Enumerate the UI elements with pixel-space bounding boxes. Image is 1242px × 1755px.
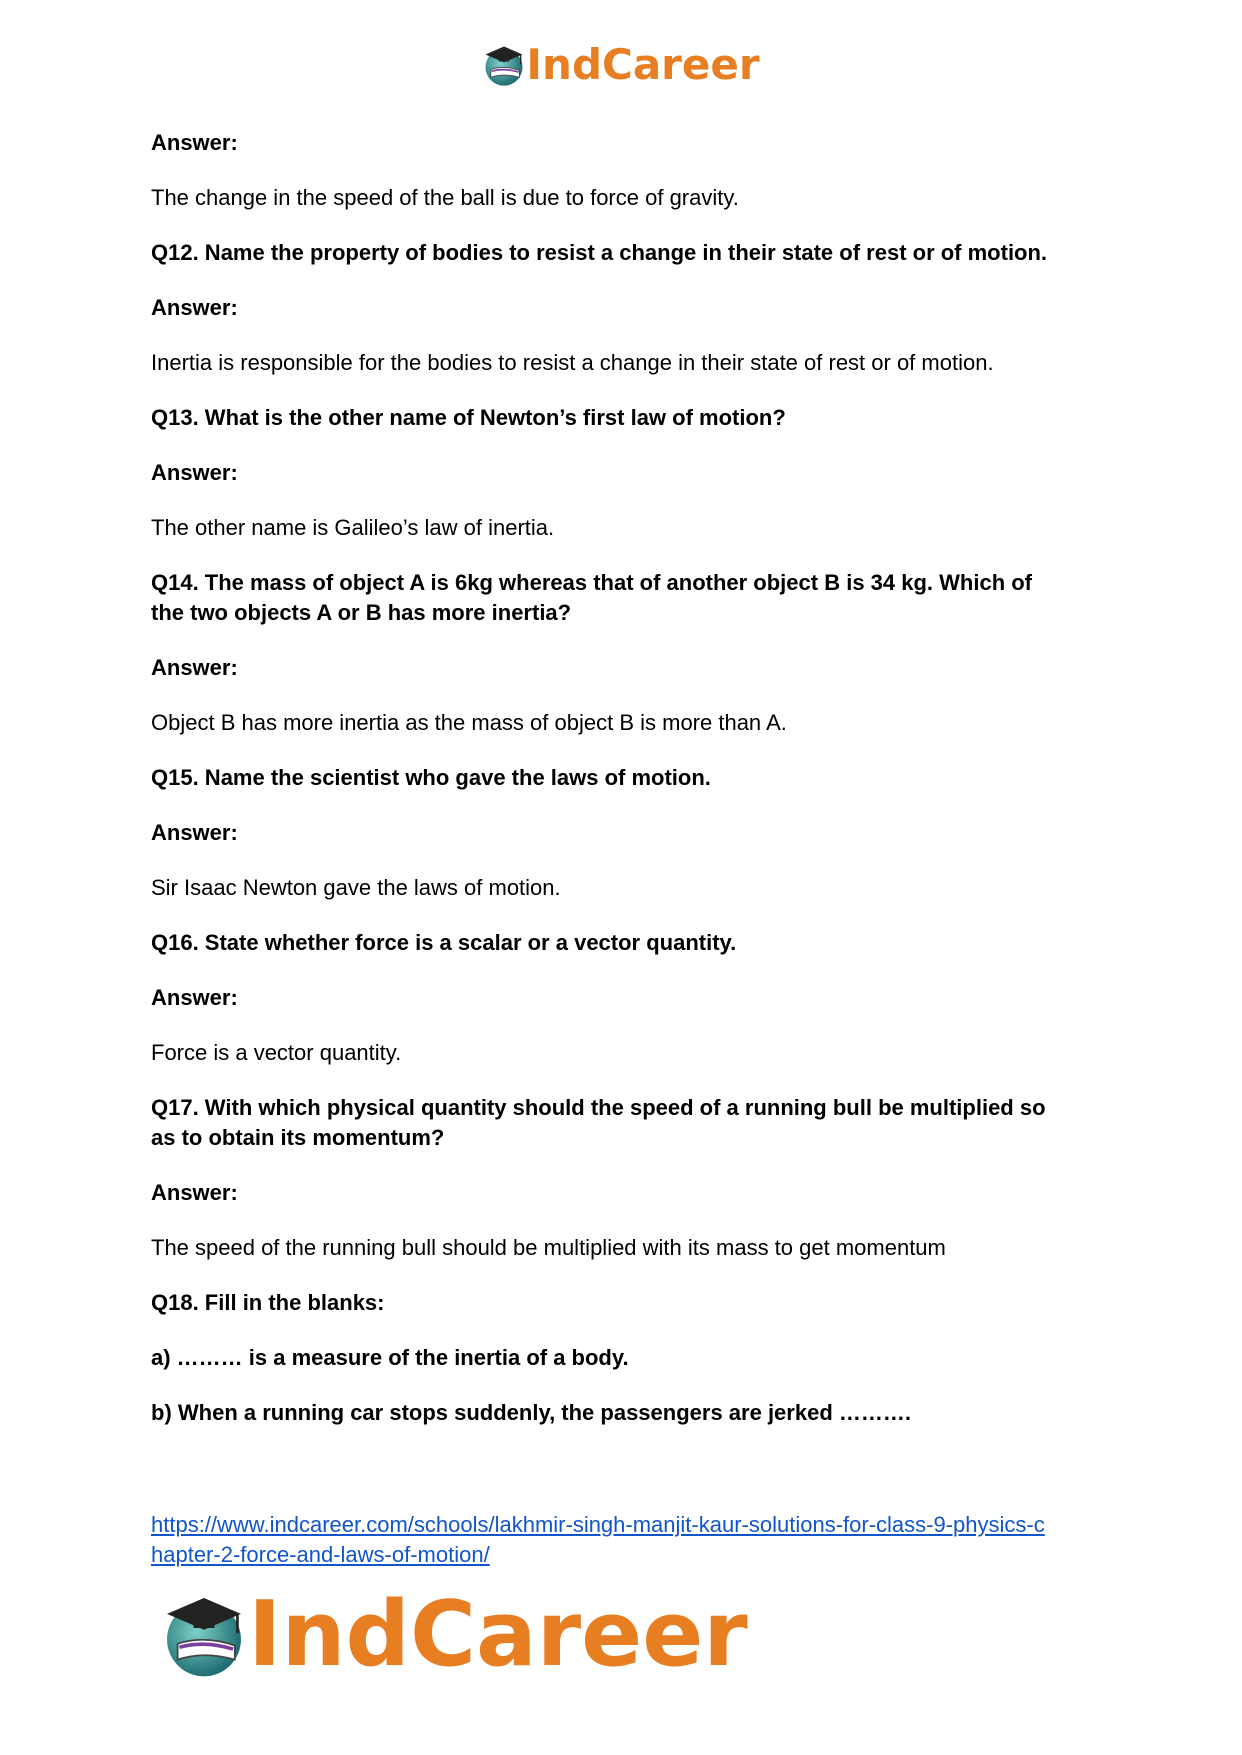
question-text: a) ……… is a measure of the inertia of a body.: [151, 1345, 629, 1370]
globe-book-graduation-cap-icon: [482, 43, 526, 87]
source-link-line-1[interactable]: https://www.indcareer.com/schools/lakhmir-singh-manjit-kaur-solutions-for-class-9-physics-c: [151, 1512, 1045, 1537]
answer-label: Answer:: [151, 295, 238, 320]
question-text: Q14. The mass of object A is 6kg whereas that of another object B is 34 kg. Which of: [151, 570, 1033, 595]
answer-label: Answer:: [151, 985, 238, 1010]
question-text: Q16. State whether force is a scalar or a vector quantity.: [151, 930, 737, 955]
question-text: Q12. Name the property of bodies to resist a change in their state of rest or of motion.: [151, 240, 1048, 265]
globe-book-graduation-cap-icon: [160, 1591, 248, 1679]
answer-text: The speed of the running bull should be multiplied with its mass to get momentum: [151, 1235, 946, 1260]
answer-label: Answer:: [151, 1180, 238, 1205]
answer-text: The change in the speed of the ball is due to force of gravity.: [151, 185, 739, 210]
source-link[interactable]: [151, 1510, 1101, 1570]
footer-logo: [160, 1582, 748, 1687]
header-logo: [0, 40, 1242, 90]
question-text: the two objects A or B has more inertia?: [151, 600, 572, 625]
question-text: b) When a running car stops suddenly, the passengers are jerked ……….: [151, 1400, 911, 1425]
answer-text: Inertia is responsible for the bodies to resist a change in their state of rest or of motion.: [151, 350, 994, 375]
question-text: Q18. Fill in the blanks:: [151, 1290, 385, 1315]
answer-text: The other name is Galileo’s law of inertia.: [151, 515, 555, 540]
answer-label: Answer:: [151, 655, 238, 680]
logo-text: IndCareer: [526, 40, 760, 89]
question-text: as to obtain its momentum?: [151, 1125, 445, 1150]
answer-label: Answer:: [151, 130, 238, 155]
answer-text: Object B has more inertia as the mass of object B is more than A.: [151, 710, 787, 735]
footer-logo-text: IndCareer: [248, 1582, 748, 1687]
question-text: Q17. With which physical quantity should the speed of a running bull be multiplied so: [151, 1095, 1046, 1120]
answer-text: Force is a vector quantity.: [151, 1040, 402, 1065]
question-text: Q13. What is the other name of Newton’s first law of motion?: [151, 405, 786, 430]
question-text: Q15. Name the scientist who gave the laws of motion.: [151, 765, 711, 790]
source-link-line-2[interactable]: hapter-2-force-and-laws-of-motion/: [151, 1542, 490, 1567]
answer-label: Answer:: [151, 820, 238, 845]
logo: [482, 40, 759, 90]
answer-text: Sir Isaac Newton gave the laws of motion.: [151, 875, 561, 900]
answer-label: Answer:: [151, 460, 238, 485]
